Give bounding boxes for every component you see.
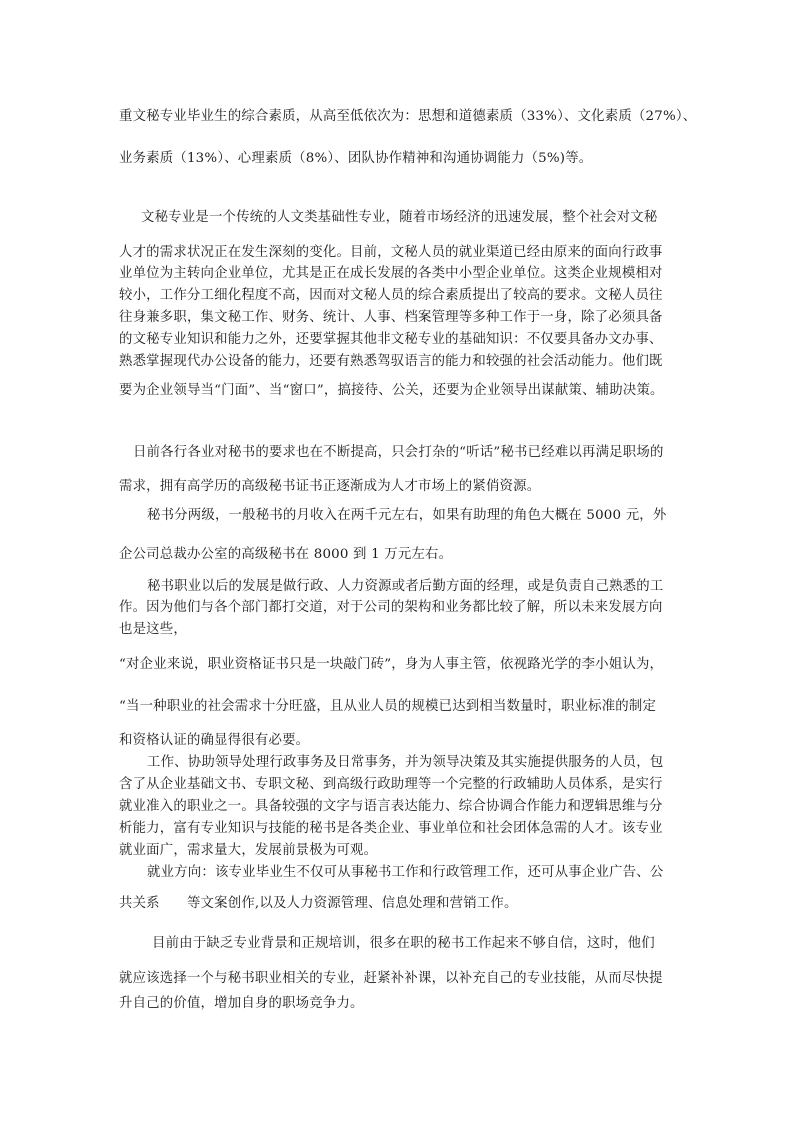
text-line: 也是这些， <box>119 622 187 637</box>
text-line: 要为企业领导当“门面”、当“窗口”，搞接待、公关，还要为企业领导出谋献策、辅助决策。 <box>119 383 664 398</box>
text-line: 就应该选择一个与秘书职业相关的专业，赶紧补补课，以补充自己的专业技能，从而尽快提 <box>119 971 663 986</box>
text-line: “当一种职业的社会需求十分旺盛，且从业人员的规模已达到相当数量时，职业标准的制定 <box>119 699 657 714</box>
text-line: 往身兼多职，集文秘工作、财务、统计、人事、档案管理等多种工作于一身，除了必须具备 <box>119 310 663 325</box>
text-line: 作。因为他们与各个部门都打交道，对于公司的架构和业务都比较了解，所以未来发展方向 <box>119 600 663 615</box>
text-line: 人才的需求状况正在发生深刻的变化。目前，文秘人员的就业渠道已经由原来的面向行政事 <box>119 245 663 260</box>
text-line: 需求，拥有高学历的高级秘书证书正逐渐成为人才市场上的紧俏资源。 <box>119 479 541 494</box>
text-line: 目前由于缺乏专业背景和正规培训，很多在职的秘书工作起来不够自信，这时，他们 <box>152 936 655 951</box>
text-line: 含了从企业基础文书、专职文秘、到高级行政助理等一个完整的行政辅助人员体系，是实行 <box>119 777 663 792</box>
text-line: 就业面广，需求量大，发展前景极为可观。 <box>119 843 378 858</box>
text-line: 日前各行各业对秘书的要求也在不断提高，只会打杂的“听话”秘书已经难以再满足职场的 <box>133 445 664 460</box>
text-line: 工作、协助领导处理行政事务及日常事务，并为领导决策及其实施提供服务的人员，包 <box>147 755 664 770</box>
text-line: 较小，工作分工细化程度不高，因而对文秘人员的综合素质提出了较高的要求。文秘人员往 <box>119 288 663 303</box>
text-line: 共关系 等文案创作,以及人力资源管理、信息处理和营销工作。 <box>119 896 518 911</box>
text-line: 熟悉掌握现代办公设备的能力，还要有熟悉驾驭语言的能力和较强的社会活动能力。他们既 <box>119 354 663 369</box>
text-line: 文秘专业是一个传统的人文类基础性专业，随着市场经济的迅速发展，整个社会对文秘 <box>141 210 658 225</box>
text-line: 企公司总裁办公室的高级秘书在 8000 到 1 万元左右。 <box>119 547 453 562</box>
text-line: “对企业来说，职业资格证书只是一块敲门砖”，身为人事主管，依视路光学的李小姐认为， <box>119 657 664 672</box>
text-line: 升自己的价值，增加自身的职场竞争力。 <box>119 996 364 1011</box>
text-line: 的文秘专业知识和能力之外，还要掌握其他非文秘专业的基础知识：不仅要具备办文办事、 <box>119 332 663 347</box>
text-line: 和资格认证的确显得很有必要。 <box>119 733 310 748</box>
text-line: 就业准入的职业之一。具备较强的文字与语言表达能力、综合协调合作能力和逻辑思维与分 <box>119 799 663 814</box>
text-line: 秘书职业以后的发展是做行政、人力资源或者后勤方面的经理，或是负责自己熟悉的工 <box>147 579 664 594</box>
text-line: 业务素质（13%）、心理素质（8%）、团队协作精神和沟通协调能力（5%)等。 <box>119 151 593 166</box>
text-line: 就业方向：该专业毕业生不仅可从事秘书工作和行政管理工作，还可从事企业广告、公 <box>147 865 664 880</box>
text-line: 秘书分两级，一般秘书的月收入在两千元左右，如果有助理的角色大概在 5000 元，外 <box>147 508 667 523</box>
text-line: 业单位为主转向企业单位，尤其是正在成长发展的各类中小型企业单位。这类企业规模相对 <box>119 266 663 281</box>
text-line: 重文秘专业毕业生的综合素质，从高至低依次为：思想和道德素质（33%）、文化素质（27%）、 <box>119 109 697 124</box>
text-line: 析能力，富有专业知识与技能的秘书是各类企业、事业单位和社会团体急需的人才。该专业 <box>119 821 663 836</box>
